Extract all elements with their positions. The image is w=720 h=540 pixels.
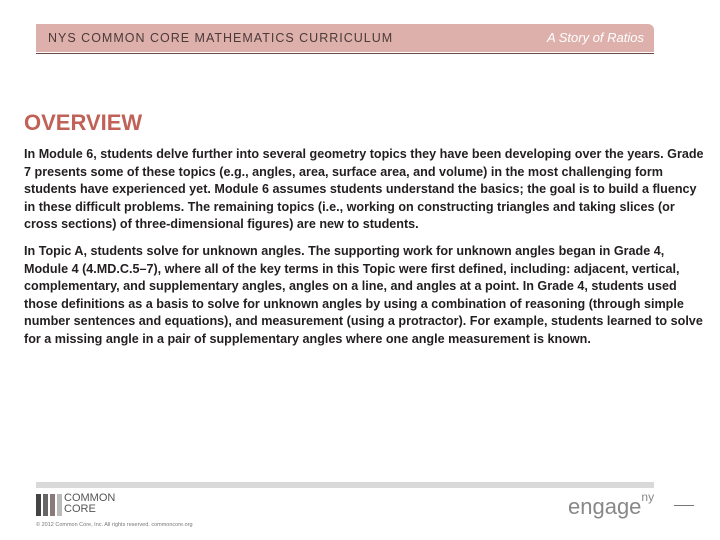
logo-line-1: COMMON <box>64 492 116 504</box>
engageny-logo <box>568 490 655 520</box>
header-divider <box>36 53 654 54</box>
common-core-logo-icon <box>36 494 64 516</box>
overview-heading: OVERVIEW <box>24 110 143 135</box>
curriculum-title: NYS COMMON CORE MATHEMATICS CURRICULUM <box>48 31 394 45</box>
header-bar <box>36 24 654 52</box>
paragraph-1: In Module 6, students delve further into several geometry topics they have been developing over the years. Grade 7 presents some of these topics (e.g., angles, area, surface area, and volume) in the most challenging form students have experienced yet. Module 6 assumes students understand the basics; the goal is to build a fluency in these difficult problems. The remaining topics (i.e., working on constructing triangles and taking slices (or cross sections) of three-dimensional figures) are new to students. <box>24 147 704 232</box>
footer-dash <box>674 505 694 506</box>
series-subtitle: A Story of Ratios <box>546 30 644 45</box>
footer-bar <box>36 482 654 488</box>
copyright: © 2012 Common Core, Inc. All rights reserved. commoncore.org <box>36 522 193 528</box>
logo-line-2: CORE <box>64 503 96 515</box>
paragraph-2: In Topic A, students solve for unknown angles. The supporting work for unknown angles began in Grade 4, Module 4 (4.MD.C.5–7), where all of the key terms in this Topic were first defined, including: adjacent, vertical, complementary, and supplementary angles, angles on a line, and angles at a point. In Grade 4, students used those definitions as a basis to solve for unknown angles by using a combination of reasoning (through simple number sentences and equations), and measurement (using a protractor). For example, students learned to solve for a missing angle in a pair of supplementary angles where one angle measurement is known. <box>24 244 703 346</box>
ny-text: ny <box>641 490 655 504</box>
common-core-logo-text <box>64 493 115 515</box>
engage-text: engage <box>568 494 642 519</box>
